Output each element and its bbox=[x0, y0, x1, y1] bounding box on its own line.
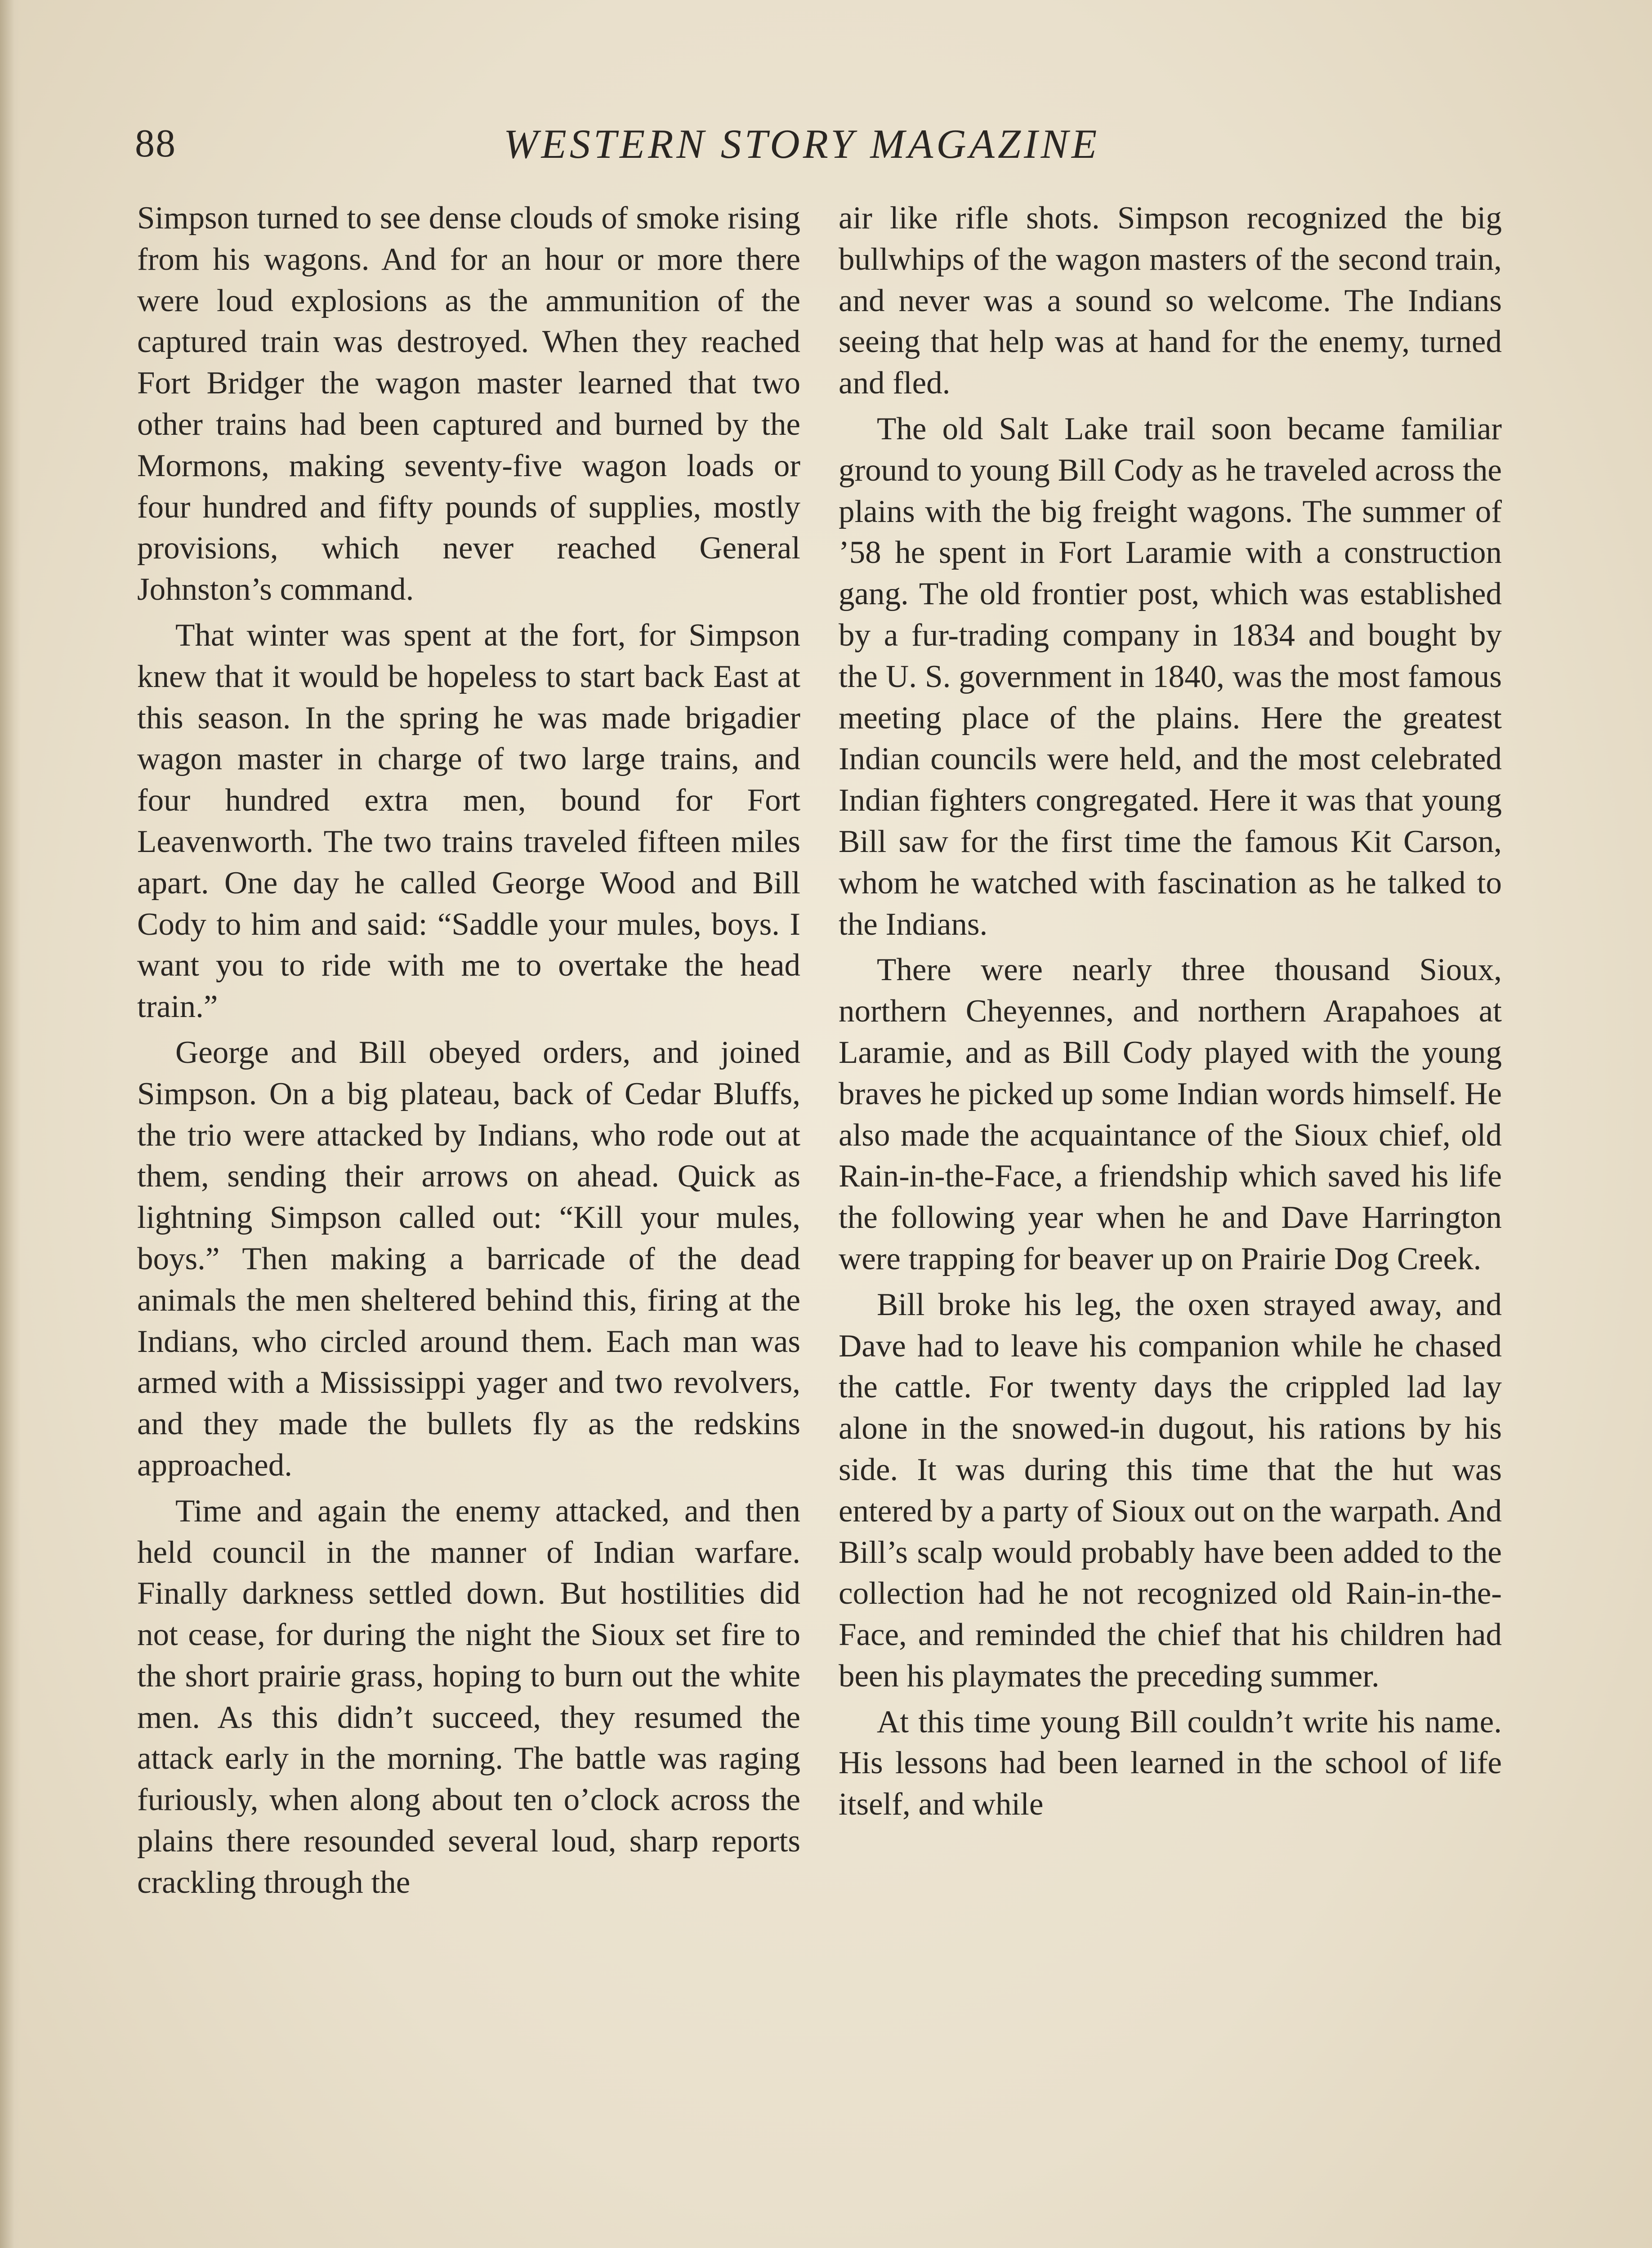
page-header bbox=[135, 115, 1484, 182]
paragraph: There were nearly three thousand Sioux, northern Cheyennes, and northern Arapahoes at Laramie, and as Bill Cody played with the young braves he picked up some Indian words himself. He also made the acquaintance of the Sioux chief, old Rain-in-the-Face, a friendship which saved his life the following year when he and Dave Harrington were trapping for beaver up on Prairie Dog Creek. bbox=[839, 952, 1502, 1276]
page-edge bbox=[0, 0, 21, 2248]
right-column bbox=[839, 198, 1502, 1830]
paragraph: Time and again the enemy attacked, and then held council in the manner of Indian warfare. Finally darkness settled down. But hostilities did not cease, for during the night the Sioux set fire to the short prairie grass, hoping to burn out the white men. As this didn’t succeed, they resumed the attack early in the morning. The battle was raging furiously, when along about ten o’clock across the plains there resounded several loud, sharp reports crackling through the bbox=[137, 1493, 800, 1900]
paragraph: Simpson turned to see dense clouds of smoke rising from his wagons. And for an hour or more there were loud explosions as the ammunition of the captured train was destroyed. When they reached Fort Bridger the wagon master learned that two other trains had been captured and burned by the Mormons, making seventy-five wagon loads or four hundred and fifty pounds of supplies, mostly provisions, which never reached General Johnston’s command. bbox=[137, 201, 800, 607]
page-number: 88 bbox=[135, 122, 176, 165]
paragraph: At this time young Bill couldn’t write his name. His lessons had been learned in the school of life itself, and while bbox=[839, 1704, 1502, 1822]
paragraph: The old Salt Lake trail soon became familiar ground to young Bill Cody as he traveled across the plains with the big freight wagons. The summer of ’58 he spent in Fort Laramie with a construction gang. The old frontier post, which was established by a fur-trading company in 1834 and bought by the U. S. government in 1840, was the most famous meeting place of the plains. Here the greatest Indian councils were held, and the most celebrated Indian fighters congregated. Here it was that young Bill saw for the first time the famous Kit Carson, whom he watched with fascination as he talked to the Indians. bbox=[839, 411, 1502, 942]
paragraph: air like rifle shots. Simpson recognized the big bullwhips of the wagon masters of the second train, and never was a sound so welcome. The Indians seeing that help was at hand for the enemy, turned and fled. bbox=[839, 201, 1502, 401]
paragraph: Bill broke his leg, the oxen strayed away, and Dave had to leave his companion while he chased the cattle. For twenty days the crippled lad lay alone in the snowed-in dugout, his rations by his side. It was during this time that the hut was entered by a party of Sioux out on the warpath. And Bill’s scalp would probably have been added to the collection had he not recognized old Rain-in-the-Face, and reminded the chief that his children had been his playmates the preceding summer. bbox=[839, 1287, 1502, 1694]
paragraph: That winter was spent at the fort, for Simpson knew that it would be hopeless to start back East at this season. In the spring he was made brigadier wagon master in charge of two large trains, and four hundred extra men, bound for Fort Leavenworth. The two trains traveled fifteen miles apart. One day he called George Wood and Bill Cody to him and said: “Saddle your mules, boys. I want you to ride with me to overtake the head train.” bbox=[137, 617, 800, 1025]
left-column bbox=[137, 198, 800, 1908]
running-head: WESTERN STORY MAGAZINE bbox=[504, 121, 1100, 167]
paragraph: George and Bill obeyed orders, and joined Simpson. On a big plateau, back of Cedar Bluffs, the trio were attacked by Indians, who rode out at them, sending their arrows on ahead. Quick as lightning Simpson called out: “Kill your mules, boys.” Then making a barricade of the dead animals the men sheltered behind this, firing at the Indians, who circled around them. Each man was armed with a Mississippi yager and two revolvers, and they made the bullets fly as the redskins approached. bbox=[137, 1035, 800, 1483]
